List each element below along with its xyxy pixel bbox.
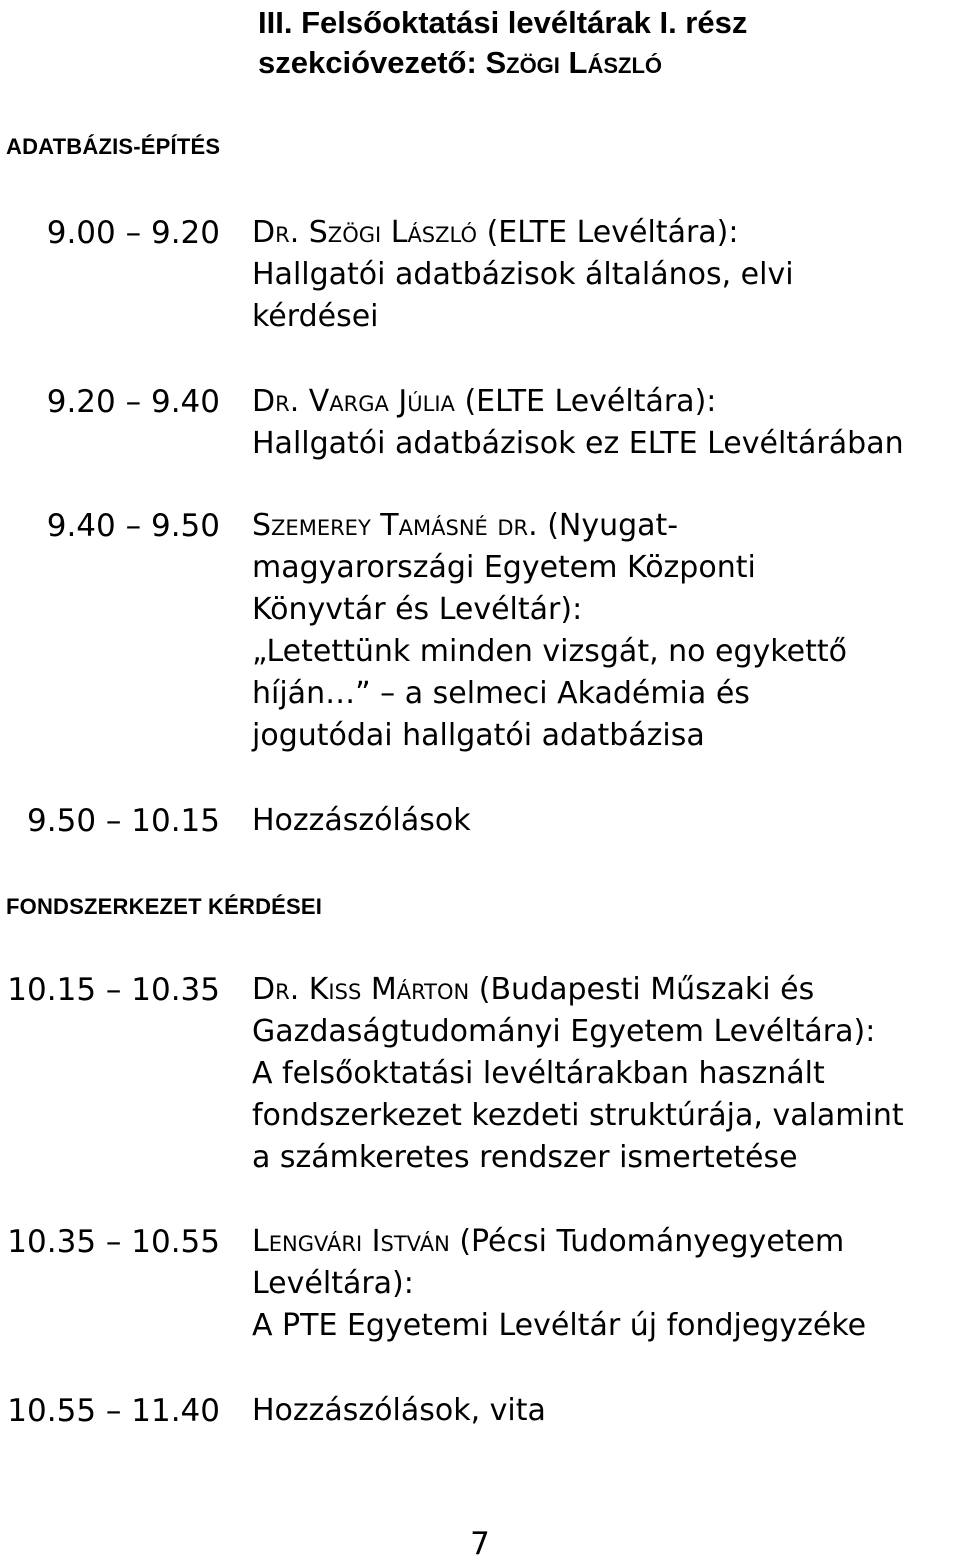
program-item xyxy=(252,381,952,465)
program-item xyxy=(252,1390,952,1432)
program-item xyxy=(252,969,952,1179)
time-slot: 10.15 – 10.35 xyxy=(7,972,220,1008)
time-slot: 10.35 – 10.55 xyxy=(7,1224,220,1260)
affiliation: (Budapesti Műszaki és xyxy=(478,972,815,1007)
time-slot: 9.50 – 10.15 xyxy=(27,803,220,839)
program-item xyxy=(252,800,952,842)
program-line: kérdései xyxy=(252,299,379,334)
program-line: A PTE Egyetemi Levéltár új fondjegyzéke xyxy=(252,1308,867,1343)
speaker-name: Dr. Szögi László xyxy=(252,215,478,250)
session-chair xyxy=(258,42,662,84)
session-title: III. Felsőoktatási levéltárak I. rész xyxy=(258,5,748,40)
program-first-line xyxy=(252,505,952,547)
chair-label: szekcióvezető: xyxy=(258,45,477,80)
time-slot: 10.55 – 11.40 xyxy=(7,1393,220,1429)
speaker-name: Dr. Kiss Márton xyxy=(252,972,470,1007)
program-line: A felsőoktatási levéltárakban használt xyxy=(252,1056,825,1091)
speaker-name: Lengvári István xyxy=(252,1224,450,1259)
program-line: „Letettünk minden vizsgát, no egykettő xyxy=(252,634,847,669)
program-line: híján…” – a selmeci Akadémia és xyxy=(252,676,750,711)
speaker-name: Szemerey Tamásné dr. xyxy=(252,508,538,543)
program-line: magyarországi Egyetem Központi xyxy=(252,550,756,585)
program-text: Hozzászólások xyxy=(252,803,471,838)
program-line: jogutódai hallgatói adatbázisa xyxy=(252,718,705,753)
program-item xyxy=(252,212,952,338)
affiliation: (ELTE Levéltára): xyxy=(464,384,717,419)
time-slot: 9.00 – 9.20 xyxy=(46,215,220,251)
program-item xyxy=(252,1221,952,1347)
speaker-name: Dr. Varga Júlia xyxy=(252,384,455,419)
section-title: FONDSZERKEZET KÉRDÉSEI xyxy=(6,894,323,919)
section-title: ADATBÁZIS-ÉPÍTÉS xyxy=(6,134,221,159)
time-slot: 9.40 – 9.50 xyxy=(46,508,220,544)
affiliation: (Nyugat- xyxy=(547,508,679,543)
program-line: a számkeretes rendszer ismertetése xyxy=(252,1140,798,1175)
program-first-line xyxy=(252,212,952,254)
affiliation: (Pécsi Tudományegyetem xyxy=(459,1224,845,1259)
program-line: Hallgatói adatbázisok ez ELTE Levéltárában xyxy=(252,426,904,461)
program-first-line xyxy=(252,969,952,1011)
time-slot: 9.20 – 9.40 xyxy=(46,384,220,420)
program-line: Levéltára): xyxy=(252,1266,414,1301)
program-line: Gazdaságtudományi Egyetem Levéltára): xyxy=(252,1014,876,1049)
program-line: Könyvtár és Levéltár): xyxy=(252,592,583,627)
program-line: Hallgatói adatbázisok általános, elvi xyxy=(252,257,794,292)
program-first-line xyxy=(252,1221,952,1263)
program-line: fondszerkezet kezdeti struktúrája, valamint xyxy=(252,1098,904,1133)
page-number: 7 xyxy=(470,1526,490,1562)
program-text: Hozzászólások, vita xyxy=(252,1393,546,1428)
program-first-line xyxy=(252,381,952,423)
chair-name: Szögi László xyxy=(485,45,663,80)
affiliation: (ELTE Levéltára): xyxy=(486,215,739,250)
program-item xyxy=(252,505,952,757)
